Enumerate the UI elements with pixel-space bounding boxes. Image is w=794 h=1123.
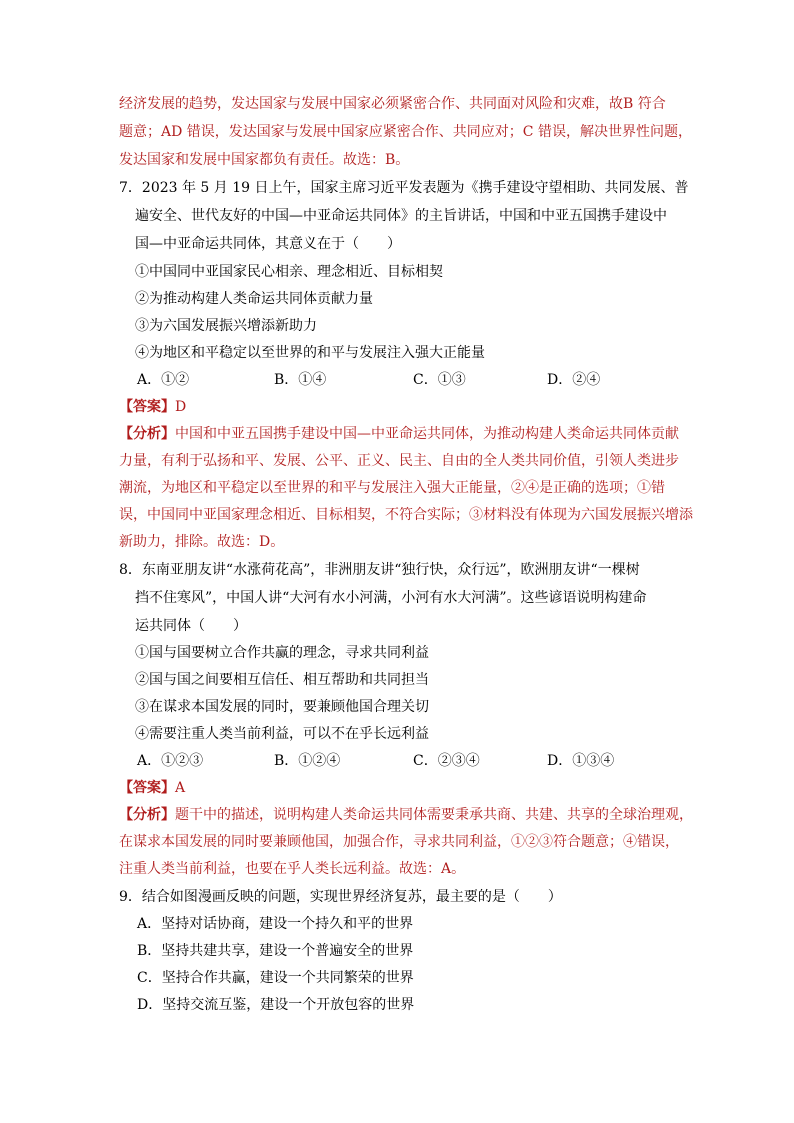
q7-item-3: ③为六国发展振兴增添新助力: [135, 318, 317, 334]
q7-analysis-text-1: 中国和中亚五国携手建设中国—中亚命运共同体，为推动构建人类命运共同体贡献: [175, 426, 679, 442]
q7-choice-c: C．①③: [413, 372, 466, 388]
q7-choice-b: B．①④: [274, 372, 327, 388]
q7-stem-line-2: 遍安全、世代友好的中国—中亚命运共同体》的主旨讲话，中国和中亚五国携手建设中: [135, 208, 667, 224]
q9-choice-d: D．坚持交流互鉴，建设一个开放包容的世界: [137, 997, 415, 1013]
q8-analysis-line-1: [119, 805, 693, 825]
q8-item-3: ③在谋求本国发展的同时，要兼顾他国合理关切: [135, 699, 429, 715]
q7-choice-a: A．①②: [137, 372, 190, 388]
q7-answer-value: D: [175, 399, 187, 415]
q8-analysis-line-2: 在谋求本国发展的同时要兼顾他国，加强合作，寻求共同利益，①②③符合题意；④错误，: [119, 834, 679, 850]
q9-stem: 9．结合如图漫画反映的问题，实现世界经济复苏，最主要的是（ ）: [119, 889, 562, 905]
q7-choice-d: D．②④: [547, 372, 601, 388]
q8-choice-d: D．①③④: [547, 753, 615, 769]
q8-answer-value: A: [175, 780, 186, 796]
q8-item-4: ④需要注重人类当前利益，可以不在乎长远利益: [135, 726, 429, 742]
q7-analysis-line-5: 新助力，排除。故选：D。: [119, 534, 285, 550]
q8-choice-a: A．①②③: [137, 753, 204, 769]
q8-analysis-text-1: 题干中的描述，说明构建人类命运共同体需要秉承共商、共建、共享的全球治理观，: [175, 807, 693, 823]
q7-analysis-label: 【分析】: [119, 426, 175, 442]
q9-choice-c: C．坚持合作共赢，建设一个共同繁荣的世界: [137, 970, 414, 986]
q9-choice-a: A．坚持对话协商，建设一个持久和平的世界: [137, 916, 414, 932]
q8-analysis-line-3: 注重人类当前利益，也要在乎人类长远利益。故选：A。: [119, 861, 466, 877]
q7-stem-line-3: 国—中亚命运共同体，其意义在于（ ）: [135, 236, 401, 252]
q8-stem-line-3: 运共同体（ ）: [135, 618, 247, 634]
q7-answer: [119, 397, 186, 417]
prev-analysis-line-3: 发达国家和发展中国家都负有责任。故选：B。: [119, 152, 410, 168]
q7-item-2: ②为推动构建人类命运共同体贡献力量: [135, 291, 373, 307]
q7-stem-line-1: 7．2023 年 5 月 19 日上午，国家主席习近平发表题为《携手建设守望相助、共同发展、普: [119, 180, 689, 196]
q8-answer: [119, 778, 185, 798]
prev-analysis-line-1: 经济发展的趋势，发达国家与发展中国家必须紧密合作、共同面对风险和灾难，故B 符合: [119, 96, 666, 112]
q7-item-1: ①中国同中亚国家民心相亲、理念相近、目标相契: [135, 264, 443, 280]
q7-analysis-line-4: 误，中国同中亚国家理念相近、目标相契，不符合实际；③材料没有体现为六国发展振兴增添: [119, 507, 693, 523]
q7-answer-label: 【答案】: [119, 399, 175, 415]
q7-analysis-line-3: 潮流，为地区和平稳定以至世界的和平与发展注入强大正能量，②④是正确的选项；①错: [119, 480, 665, 496]
q7-item-4: ④为地区和平稳定以至世界的和平与发展注入强大正能量: [135, 345, 485, 361]
q8-analysis-label: 【分析】: [119, 807, 175, 823]
prev-analysis-line-2: 题意；AD 错误，发达国家与发展中国家应紧密合作、共同应对；C 错误，解决世界性问题，: [119, 124, 692, 140]
q8-stem-line-1: 8．东南亚朋友讲“水涨荷花高”，非洲朋友讲“独行快，众行远”，欧洲朋友讲“一棵树: [119, 562, 640, 578]
q8-item-2: ②国与国之间要相互信任、相互帮助和共同担当: [135, 672, 429, 688]
q9-choice-b: B．坚持共建共享，建设一个普遍安全的世界: [137, 943, 414, 959]
q7-analysis-line-2: 力量，有利于弘扬和平、发展、公平、正义、民主、自由的全人类共同价值，引领人类进步: [119, 453, 679, 469]
q7-analysis-line-1: [119, 424, 679, 444]
q8-item-1: ①国与国要树立合作共赢的理念，寻求共同利益: [135, 645, 429, 661]
q8-choice-b: B．①②④: [274, 753, 341, 769]
q8-stem-line-2: 挡不住寒风”，中国人讲“大河有水小河满，小河有水大河满”。这些谚语说明构建命: [135, 590, 647, 606]
q8-answer-label: 【答案】: [119, 780, 175, 796]
q8-choice-c: C．②③④: [413, 753, 480, 769]
